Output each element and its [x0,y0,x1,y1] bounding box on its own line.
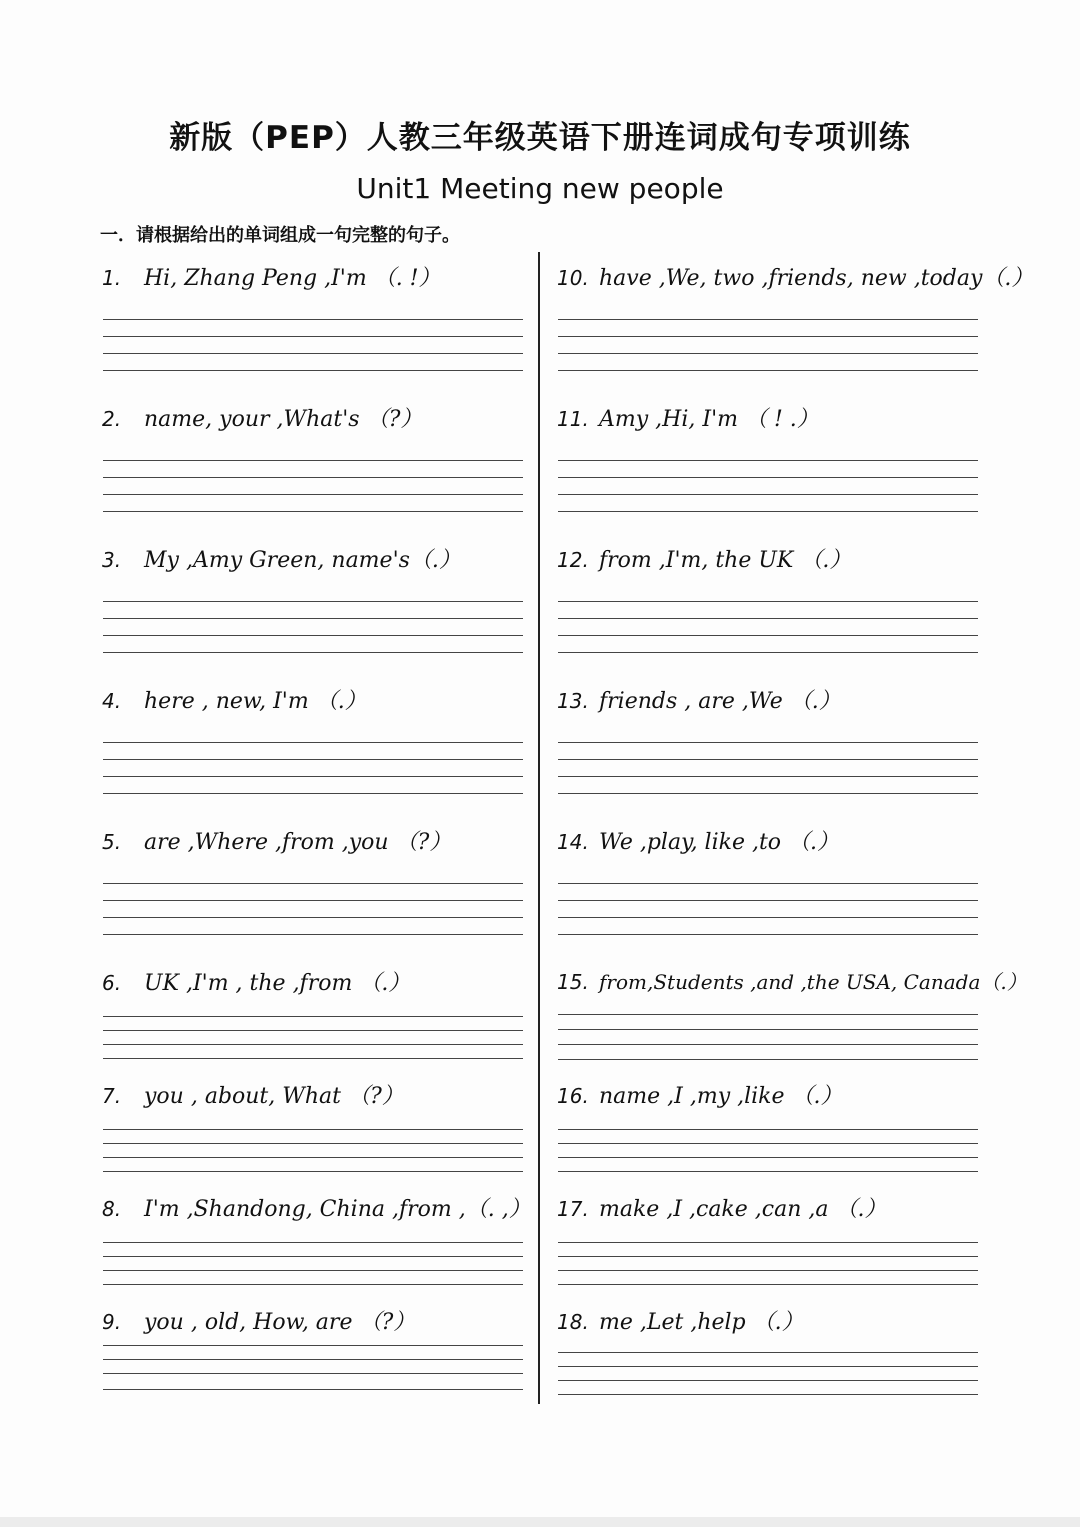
answer-line [558,494,978,495]
answer-line [103,934,523,935]
answer-line [558,759,978,760]
answer-line [103,1030,523,1031]
answer-line [103,1389,523,1390]
answer-line [103,1284,523,1285]
question-words: from,Students ,and ,the USA, Canada（.） [599,970,1027,994]
question-words: here , new, I'm （.） [144,689,367,714]
answer-line [103,477,523,478]
answer-line [103,652,523,653]
answer-line [558,1256,978,1257]
answer-line [103,1016,523,1017]
answer-line [558,618,978,619]
question-number: 12. [557,548,589,572]
answer-line [103,1171,523,1172]
answer-line [558,1270,978,1271]
question-number: 10. [557,266,589,290]
question-words: I'm ,Shandong, China ,from ,（. ,） [144,1197,531,1222]
answer-line [558,1394,978,1395]
answer-line [103,1359,523,1360]
answer-line [558,1014,978,1015]
question-words: UK ,I'm , the ,from （.） [144,971,411,996]
answer-line [558,1284,978,1285]
answer-line [558,635,978,636]
answer-line [103,336,523,337]
answer-line [558,1352,978,1353]
answer-line [103,353,523,354]
answer-line [103,494,523,495]
answer-line [558,883,978,884]
answer-line [103,370,523,371]
question-number: 1. [102,266,122,290]
answer-line [103,1256,523,1257]
question-words: have ,We, two ,friends, new ,today（.） [599,266,1034,291]
question-number: 18. [557,1310,589,1334]
question-words: make ,I ,cake ,can ,a （.） [599,1197,887,1222]
question-words: name ,I ,my ,like （.） [599,1084,843,1109]
answer-line [103,1270,523,1271]
question-words: friends , are ,We （.） [599,689,841,714]
answer-line [558,353,978,354]
answer-line [558,319,978,320]
answer-line [558,511,978,512]
answer-line [103,618,523,619]
answer-line [103,1044,523,1045]
answer-line [103,1157,523,1158]
page-title: 新版（PEP）人教三年级英语下册连词成句专项训练 [169,120,911,156]
answer-line [103,759,523,760]
answer-line [103,511,523,512]
answer-line [558,1157,978,1158]
question-words: My ,Amy Green, name's（.） [144,548,461,573]
answer-line [103,1129,523,1130]
question-words: from ,I'm, the UK （.） [599,548,852,573]
question-words: you , about, What （?） [144,1084,404,1109]
answer-line [558,370,978,371]
answer-line [103,917,523,918]
answer-line [103,635,523,636]
question-number: 16. [557,1084,589,1108]
answer-line [103,1242,523,1243]
page-bottom-edge [0,1517,1080,1527]
question-number: 9. [102,1310,122,1334]
answer-line [103,900,523,901]
answer-line [103,776,523,777]
question-number: 11. [557,407,589,431]
answer-line [558,460,978,461]
answer-line [103,319,523,320]
answer-line [558,1059,978,1060]
answer-line [103,1143,523,1144]
answer-line [558,793,978,794]
answer-line [558,1044,978,1045]
answer-line [103,1345,523,1346]
answer-line [558,477,978,478]
question-words: me ,Let ,help （.） [599,1310,804,1335]
question-words: Amy ,Hi, I'm （ ! .） [599,407,819,432]
answer-line [103,460,523,461]
question-words: name, your ,What's （?） [144,407,423,432]
question-number: 8. [102,1197,122,1221]
answer-line [558,336,978,337]
answer-line [558,1129,978,1130]
question-number: 14. [557,830,589,854]
question-number: 7. [102,1084,122,1108]
answer-line [103,742,523,743]
answer-line [558,652,978,653]
unit-subtitle: Unit1 Meeting new people [356,172,724,205]
question-number: 5. [102,830,122,854]
question-number: 13. [557,689,589,713]
answer-line [103,1373,523,1374]
answer-line [558,917,978,918]
answer-line [558,1242,978,1243]
question-number: 3. [102,548,122,572]
answer-line [103,883,523,884]
question-number: 2. [102,407,122,431]
answer-line [558,1380,978,1381]
answer-line [558,900,978,901]
question-words: you , old, How, are （?） [144,1310,416,1335]
answer-line [103,601,523,602]
instruction-text: 一．请根据给出的单词组成一句完整的句子。 [100,225,460,246]
answer-line [558,1029,978,1030]
answer-line [558,742,978,743]
answer-line [558,1366,978,1367]
answer-line [558,1143,978,1144]
column-divider [538,252,540,1404]
answer-line [558,601,978,602]
answer-line [558,1171,978,1172]
answer-line [103,1058,523,1059]
question-words: are ,Where ,from ,you （?） [144,830,452,855]
answer-line [558,934,978,935]
question-words: We ,play, like ,to （.） [599,830,840,855]
question-number: 4. [102,689,122,713]
question-number: 17. [557,1197,589,1221]
question-number: 15. [557,970,589,994]
question-number: 6. [102,971,122,995]
answer-line [103,793,523,794]
question-words: Hi, Zhang Peng ,I'm （. !） [144,266,441,291]
answer-line [558,776,978,777]
